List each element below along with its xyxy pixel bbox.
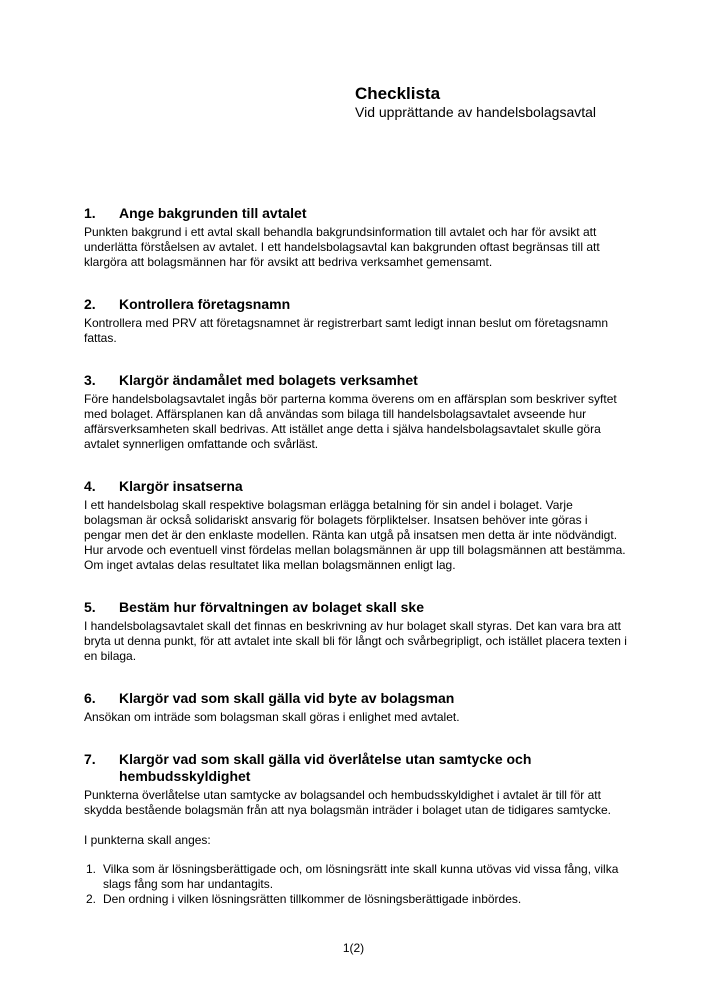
section-3-heading (84, 372, 627, 389)
section-1-paragraph: Punkten bakgrund i ett avtal skall behandla bakgrundsinformation till avtalet och har för avsikt att underlätta förståelsen av avtalet. I ett handelsbolagsavtal kan bakgrunden oftast begränsas till att klargöra att bolagsmännen har för avsikt att bedriva verksamhet gemensamt. (84, 225, 600, 269)
section-5-number: 5. (84, 599, 96, 615)
list-item-number: 1. (86, 862, 97, 876)
list-item-text: Vilka som är lösningsberättigade och, om lösningsrätt inte skall kunna utövas vid vissa fång, vilka slags fång som har undantagits. (103, 862, 619, 891)
section-5-paragraph: I handelsbolagsavtalet skall det finnas en beskrivning av hur bolaget skall styras. Det kan vara bra att bryta ut denna punkt, för att avtalet inte skall bli för långt och svårbegripligt, och istället placera texten i en bilaga. (84, 619, 627, 663)
section-6 (84, 690, 627, 725)
section-5-heading (84, 599, 627, 616)
section-7-list-intro: I punkterna skall anges: (84, 833, 211, 847)
section-7-paragraph: Punkterna överlåtelse utan samtycke av bolagsandel och hembudsskyldighet i avtalet är till för att skydda bestående bolagsmän från att nya bolagsmän inträder i bolaget utan de tidigares samtycke. (84, 788, 611, 817)
section-6-heading (84, 690, 627, 707)
section-4-number: 4. (84, 478, 96, 494)
section-2 (84, 296, 627, 346)
section-2-paragraph: Kontrollera med PRV att företagsnamnet är registrerbart samt ledigt innan beslut om företagsnamn fattas. (84, 316, 609, 345)
section-3-title: Klargör ändamålet med bolagets verksamhet (119, 372, 418, 388)
section-5 (84, 599, 627, 664)
list-item-text: Den ordning i vilken lösningsrätten tillkommer de lösningsberättigade inbördes. (103, 892, 522, 906)
section-7-list (84, 862, 627, 907)
section-2-heading (84, 296, 627, 313)
section-4-heading (84, 478, 627, 495)
section-5-title: Bestäm hur förvaltningen av bolaget skall ske (119, 599, 424, 615)
section-1-heading (84, 205, 627, 222)
section-1-title: Ange bakgrunden till avtalet (119, 205, 307, 221)
section-1 (84, 205, 627, 270)
section-1-number: 1. (84, 205, 96, 221)
section-3-number: 3. (84, 372, 96, 388)
section-6-number: 6. (84, 690, 96, 706)
list-item (84, 892, 627, 907)
section-4-title: Klargör insatserna (119, 478, 243, 494)
section-2-number: 2. (84, 296, 96, 312)
section-6-paragraph: Ansökan om inträde som bolagsman skall göras i enlighet med avtalet. (84, 710, 460, 724)
list-item-number: 2. (86, 892, 97, 906)
section-7-heading (84, 751, 627, 785)
document-title: Checklista (355, 84, 441, 103)
section-4 (84, 478, 627, 573)
section-7-title: Klargör vad som skall gälla vid överlåtelse utan samtycke och hembudsskyldighet (119, 751, 532, 784)
document-subtitle: Vid upprättande av handelsbolagsavtal (355, 104, 597, 120)
section-2-title: Kontrollera företagsnamn (119, 296, 291, 312)
section-3-paragraph: Före handelsbolagsavtalet ingås bör parterna komma överens om en affärsplan som beskriver syftet med bolaget. Affärsplanen kan då användas som bilaga till handelsbolagsavtalet avseende hur affärsverksamheten skall bedrivas. Att istället ange detta i själva handelsbolagsavtalet skulle göra avtalet synnerligen omfattande och svårläst. (84, 392, 617, 451)
document-header (355, 84, 627, 121)
page-number: 1(2) (342, 941, 365, 955)
list-item (84, 862, 627, 892)
section-3 (84, 372, 627, 452)
section-7-number: 7. (84, 751, 96, 767)
section-6-title: Klargör vad som skall gälla vid byte av bolagsman (119, 690, 455, 706)
section-7 (84, 751, 627, 907)
page-footer (0, 941, 707, 956)
section-4-paragraph: I ett handelsbolag skall respektive bolagsman erlägga betalning för sin andel i bolaget. Varje bolagsman är också solidariskt ansvarig för bolagets förpliktelser. Insatsen behöver inte göras i pengar men det är den enklaste modellen. Ränta kan utgå på insatsen men detta är inte nödvändigt. Hur arvode och eventuell vinst fördelas mellan bolagsmännen är upp till bolagsmännen att bestämma. Om inget avtalas delas resultatet lika mellan bolagsmännen enligt lag. (84, 498, 626, 572)
document-body (84, 205, 627, 907)
